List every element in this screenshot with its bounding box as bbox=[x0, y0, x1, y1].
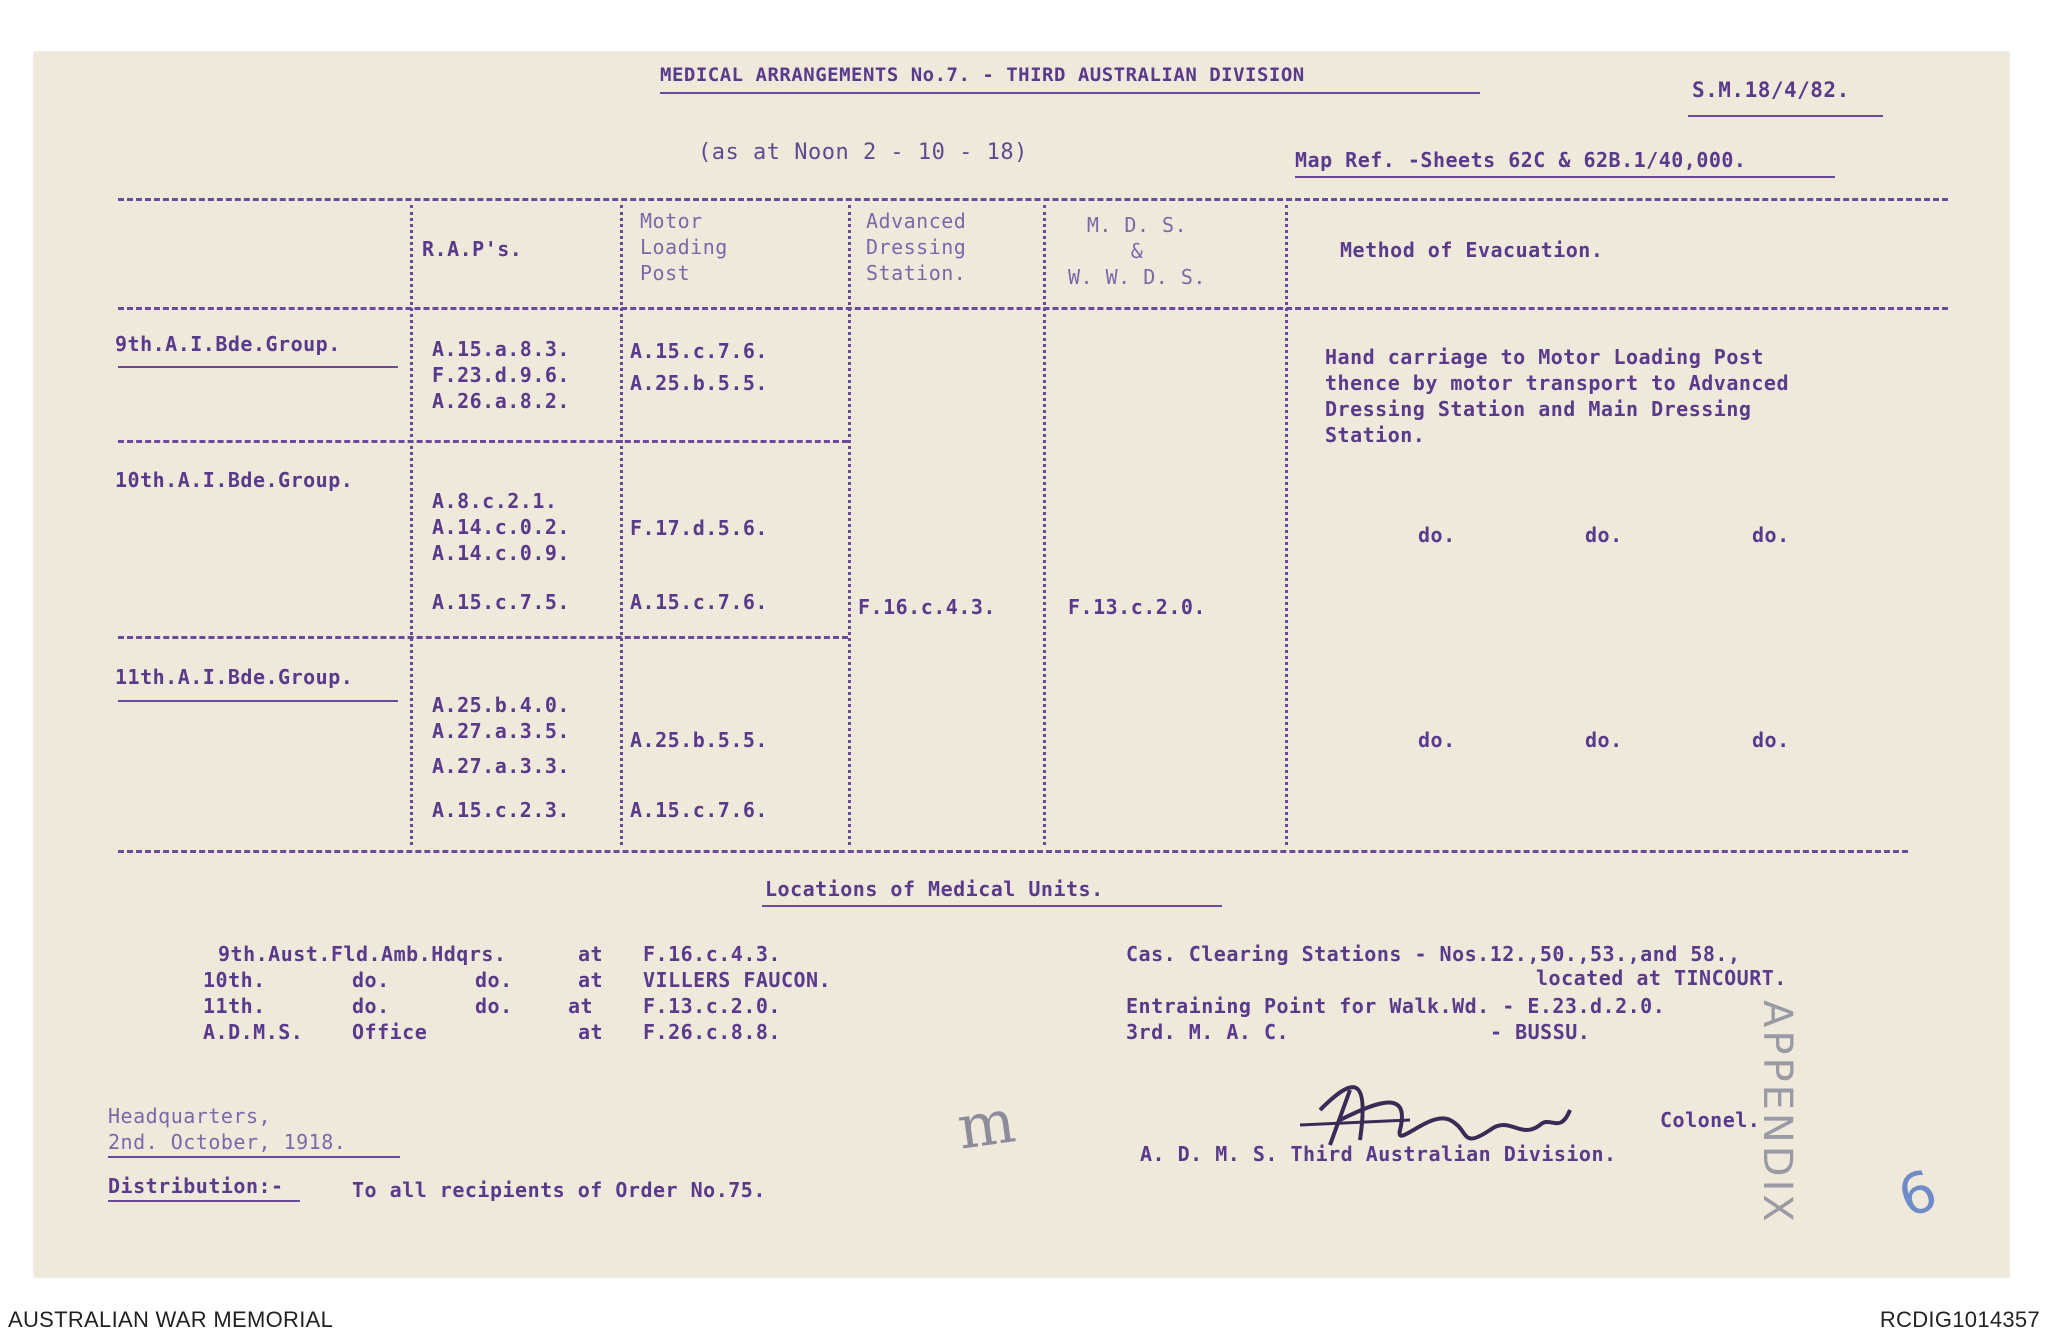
mac-location: - BUSSU. bbox=[1490, 1020, 1591, 1044]
raps-11th: A.25.b.4.0. A.27.a.3.5. bbox=[432, 693, 570, 743]
map-reference: Map Ref. -Sheets 62C & 62B.1/40,000. bbox=[1295, 148, 1747, 172]
loc-left-3-do2: do. bbox=[475, 994, 513, 1018]
col-divider-4 bbox=[1043, 205, 1046, 845]
evac-11th-2: do. bbox=[1585, 728, 1623, 752]
document-date: 2nd. October, 1918. bbox=[108, 1130, 347, 1154]
raps-10th: A.8.c.2.1. A.14.c.0.2. A.14.c.0.9. bbox=[432, 489, 570, 565]
signatory-rank: Colonel. bbox=[1660, 1108, 1761, 1132]
distribution-underline bbox=[108, 1200, 300, 1202]
map-ref-underline bbox=[1295, 176, 1835, 178]
reference-underline bbox=[1688, 115, 1883, 117]
col-divider-5 bbox=[1285, 205, 1288, 845]
loc-left-4-at: at bbox=[578, 1020, 604, 1044]
mlp-10th-1: F.17.d.5.6. bbox=[630, 516, 768, 540]
loc-left-3-unit: 11th. bbox=[203, 994, 266, 1018]
mlp-9th-2: A.25.b.5.5. bbox=[630, 371, 768, 395]
mac-label: 3rd. M. A. C. bbox=[1126, 1020, 1290, 1044]
evac-11th-3: do. bbox=[1752, 728, 1790, 752]
document-title: MEDICAL ARRANGEMENTS No.7. - THIRD AUSTRALIAN DIVISION bbox=[660, 64, 1305, 86]
loc-left-4-office: Office bbox=[352, 1020, 428, 1044]
group-9th: 9th.A.I.Bde.Group. bbox=[115, 332, 341, 356]
reference-number: S.M.18/4/82. bbox=[1692, 78, 1850, 102]
row-rule-1 bbox=[118, 440, 848, 443]
distribution-label: Distribution:- bbox=[108, 1174, 284, 1198]
loc-left-3-do1: do. bbox=[352, 994, 390, 1018]
loc-left-3-loc: F.13.c.2.0. bbox=[643, 994, 781, 1018]
mds-location: F.13.c.2.0. bbox=[1068, 595, 1206, 619]
appendix-number: 6 bbox=[1889, 1157, 1946, 1232]
raps-11th-4: A.15.c.2.3. bbox=[432, 798, 570, 822]
loc-left-2-unit: 10th. bbox=[203, 968, 266, 992]
locations-heading: Locations of Medical Units. bbox=[765, 877, 1104, 901]
header-raps: R.A.P's. bbox=[422, 237, 523, 261]
locations-heading-underline bbox=[762, 905, 1222, 907]
group-9th-underline bbox=[118, 366, 398, 368]
distribution-text: To all recipients of Order No.75. bbox=[352, 1178, 766, 1202]
cas-clearing-location: located at TINCOURT. bbox=[1536, 966, 1787, 990]
raps-10th-4: A.15.c.7.5. bbox=[432, 590, 570, 614]
loc-left-4-loc: F.26.c.8.8. bbox=[643, 1020, 781, 1044]
col-divider-1 bbox=[410, 205, 413, 845]
group-11th-underline bbox=[118, 700, 398, 702]
header-mds-wwds: M. D. S. & W. W. D. S. bbox=[1068, 213, 1206, 289]
pencil-initials: m bbox=[953, 1086, 1020, 1164]
footer-institution: AUSTRALIAN WAR MEMORIAL bbox=[8, 1307, 334, 1332]
loc-left-2-do2: do. bbox=[475, 968, 513, 992]
group-11th: 11th.A.I.Bde.Group. bbox=[115, 665, 354, 689]
loc-left-2-loc: VILLERS FAUCON. bbox=[643, 968, 832, 992]
loc-left-4-unit: A.D.M.S. bbox=[203, 1020, 304, 1044]
col-divider-2 bbox=[620, 205, 623, 845]
row-rule-2 bbox=[118, 636, 848, 639]
evac-10th-3: do. bbox=[1752, 523, 1790, 547]
header-method-of-evacuation: Method of Evacuation. bbox=[1340, 238, 1604, 262]
evac-10th-2: do. bbox=[1585, 523, 1623, 547]
date-underline bbox=[108, 1156, 400, 1158]
header-advanced-dressing-station: Advanced Dressing Station. bbox=[866, 209, 967, 285]
evac-11th-1: do. bbox=[1418, 728, 1456, 752]
headquarters-label: Headquarters, bbox=[108, 1104, 272, 1128]
entraining-point: Entraining Point for Walk.Wd. - E.23.d.2.0. bbox=[1126, 994, 1666, 1018]
mlp-11th-1: A.25.b.5.5. bbox=[630, 728, 768, 752]
title-underline bbox=[660, 92, 1480, 94]
ads-location: F.16.c.4.3. bbox=[858, 595, 996, 619]
mlp-11th-2: A.15.c.7.6. bbox=[630, 798, 768, 822]
table-top-rule bbox=[118, 198, 1948, 201]
table-bottom-rule bbox=[118, 850, 1908, 853]
date-line: (as at Noon 2 - 10 - 18) bbox=[698, 140, 1028, 165]
footer-record-id: RCDIG1014357 bbox=[1879, 1307, 2040, 1332]
evac-10th-1: do. bbox=[1418, 523, 1456, 547]
cas-clearing-stations: Cas. Clearing Stations - Nos.12.,50.,53.,and 58., bbox=[1126, 942, 1741, 966]
loc-left-1-at: at bbox=[578, 942, 604, 966]
group-10th: 10th.A.I.Bde.Group. bbox=[115, 468, 354, 492]
loc-left-2-do1: do. bbox=[352, 968, 390, 992]
loc-left-3-at: at bbox=[568, 994, 594, 1018]
mlp-10th-2: A.15.c.7.6. bbox=[630, 590, 768, 614]
loc-left-2-at: at bbox=[578, 968, 604, 992]
mlp-9th-1: A.15.c.7.6. bbox=[630, 339, 768, 363]
raps-11th-3: A.27.a.3.3. bbox=[432, 754, 570, 778]
loc-left-1-loc: F.16.c.4.3. bbox=[643, 942, 781, 966]
header-motor-loading-post: Motor Loading Post bbox=[640, 209, 728, 285]
signatory-title: A. D. M. S. Third Australian Division. bbox=[1140, 1142, 1617, 1166]
evacuation-9th: Hand carriage to Motor Loading Post thence by motor transport to Advanced Dressing Station and Main Dressing Station. bbox=[1325, 345, 1790, 447]
appendix-annotation: APPENDIX bbox=[1754, 1000, 1800, 1225]
raps-9th: A.15.a.8.3. F.23.d.9.6. A.26.a.8.2. bbox=[432, 337, 570, 413]
col-divider-3 bbox=[848, 205, 851, 845]
table-header-rule bbox=[118, 307, 1948, 310]
loc-left-1-unit: 9th.Aust.Fld.Amb.Hdqrs. bbox=[218, 942, 507, 966]
